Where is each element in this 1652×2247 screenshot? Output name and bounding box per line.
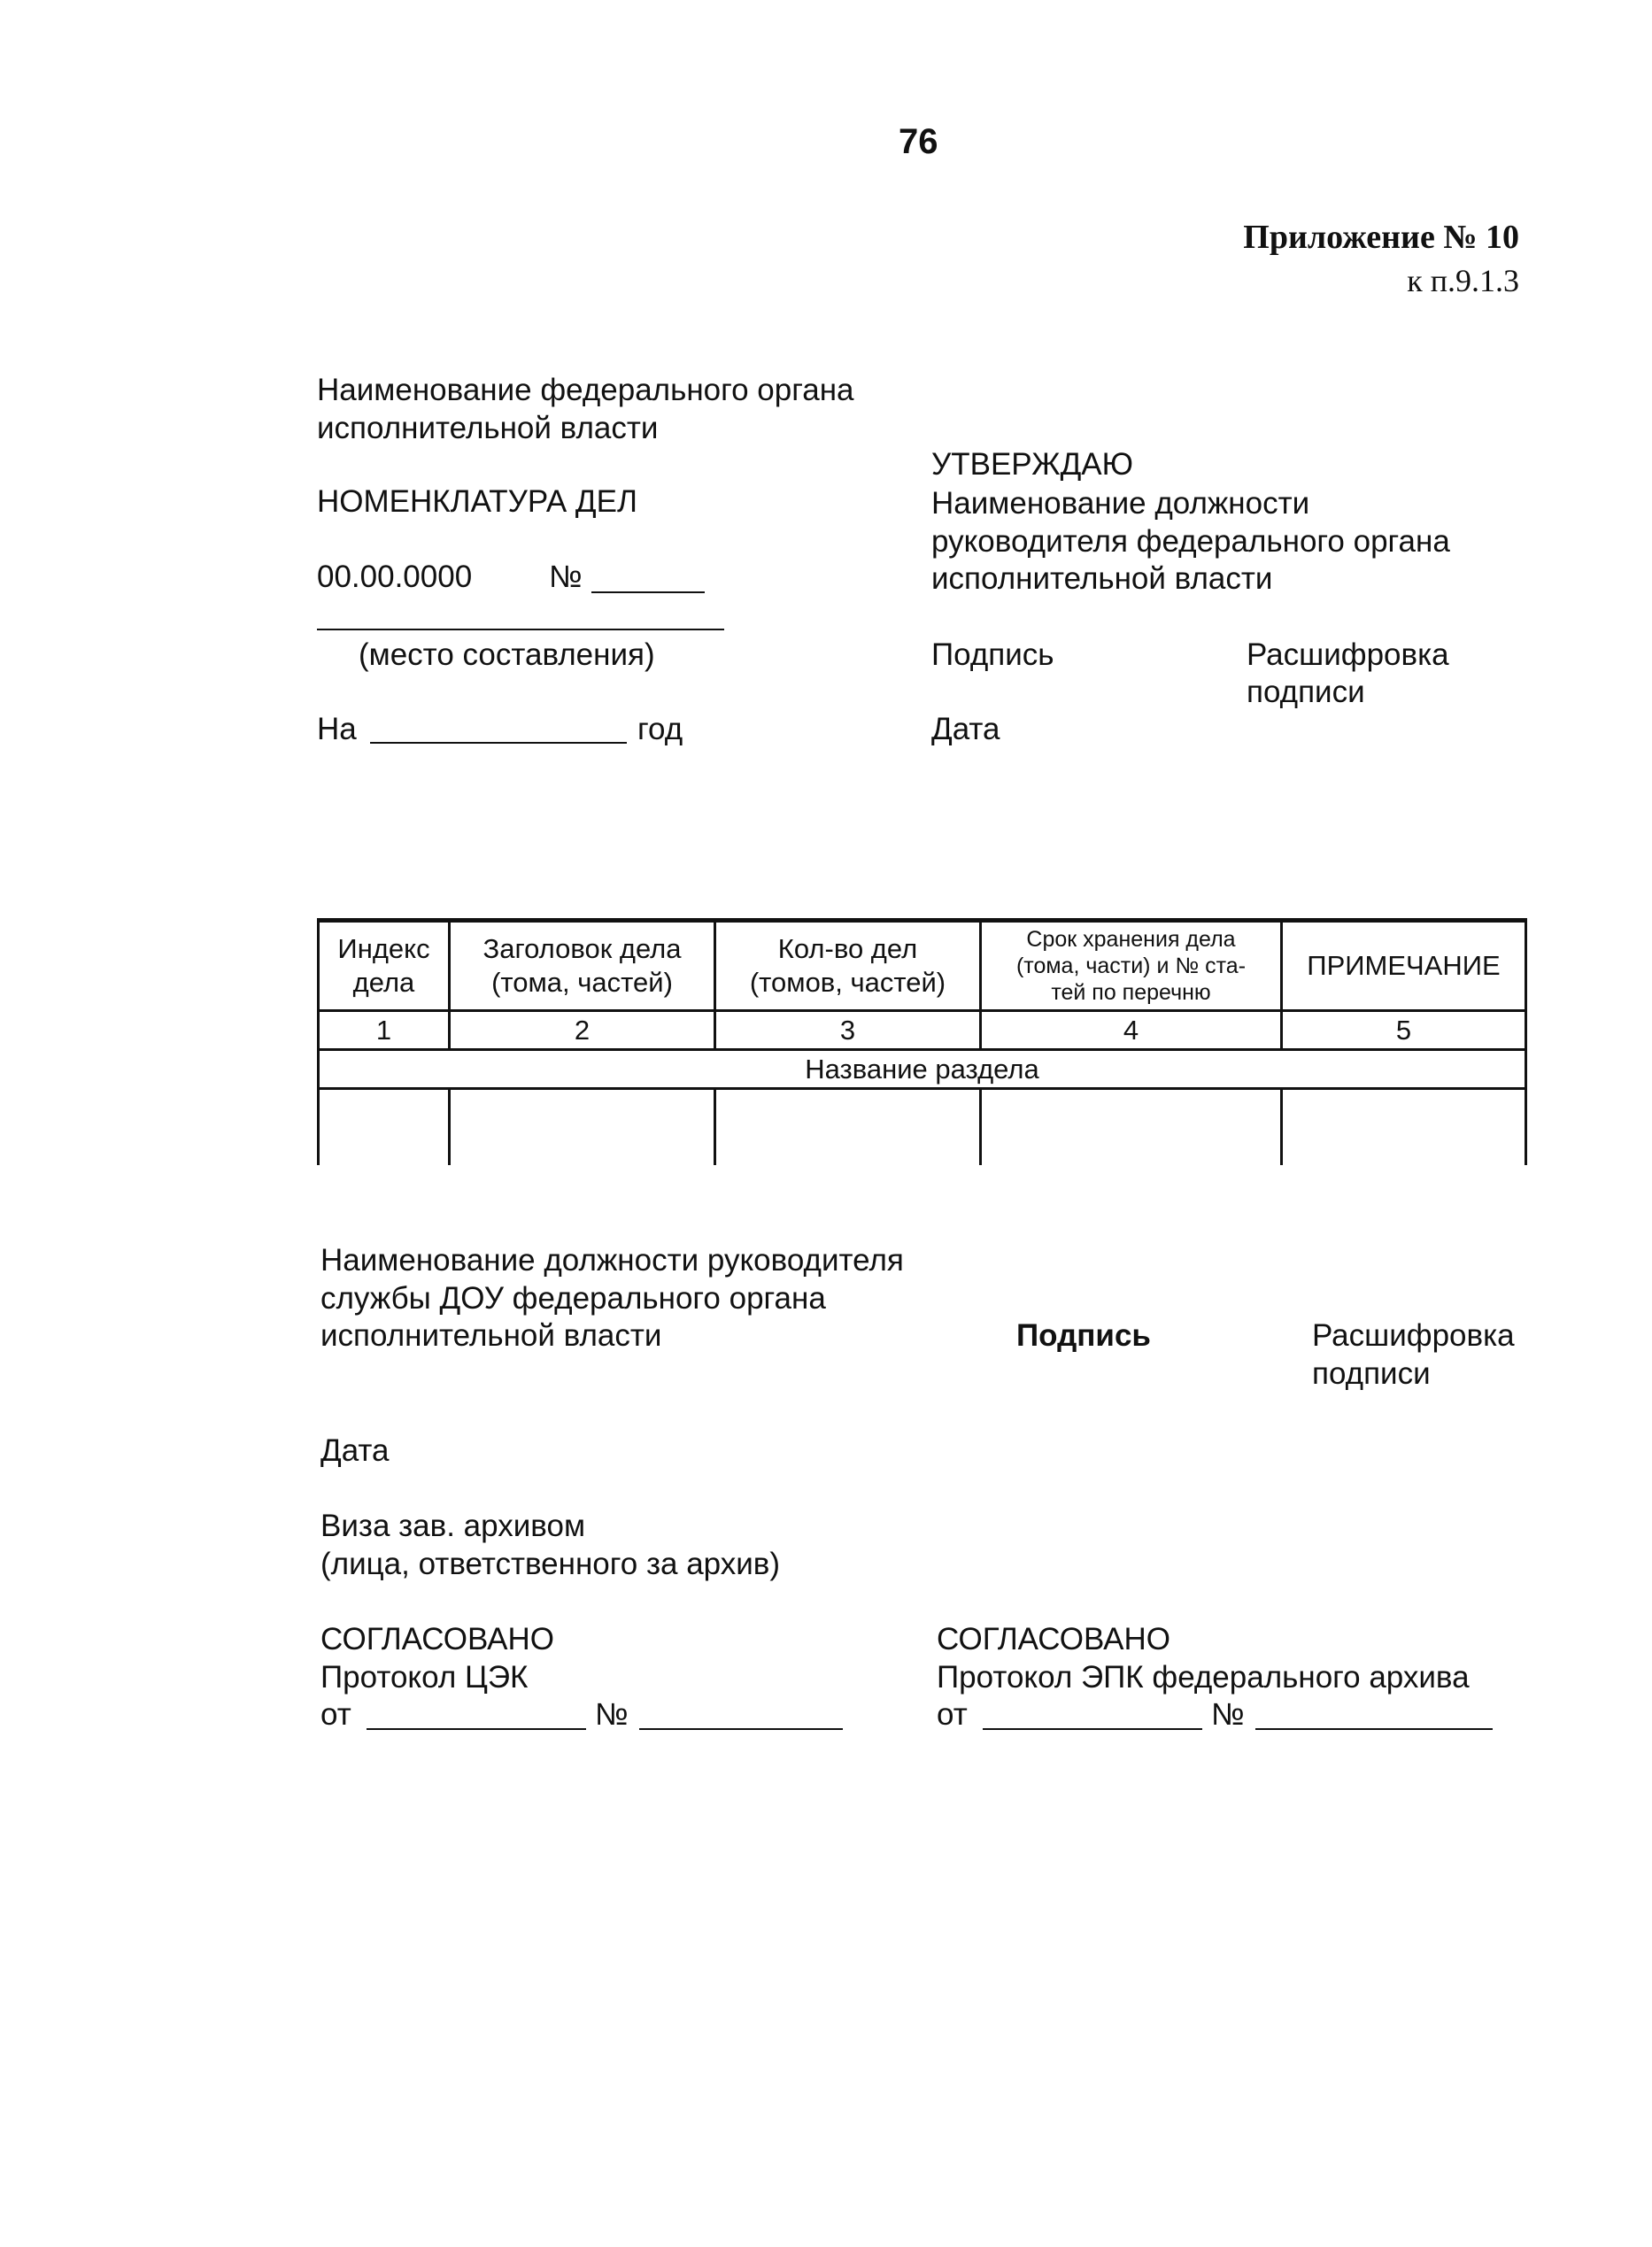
col-number-5: 5 [1282,1011,1526,1050]
nomenclature-date: 00.00.0000 [317,560,473,594]
head-service-line2: службы ДОУ федерального органа [320,1281,826,1316]
table-cell [450,1089,715,1165]
table-row [319,1089,1526,1165]
header-count-line1: Кол-во дел [777,933,918,964]
nomenclature-title: НОМЕНКЛАТУРА ДЕЛ [317,484,637,519]
header-index [319,921,450,1011]
head-service-line3: исполнительной власти [320,1318,662,1353]
header-index-line1: Индекс [337,933,430,964]
table-header-row [319,921,1526,1011]
head-service-signature: Подпись [1016,1318,1151,1353]
header-title-line1: Заголовок дела [482,933,682,964]
table-cell [1282,1089,1526,1165]
visa-line1: Виза зав. архивом [320,1509,586,1543]
head-service-line1: Наименование должности руководителя [320,1243,904,1278]
agreed-right-number-blank [1255,1728,1493,1730]
approve-line1: Наименование должности [931,486,1310,521]
head-service-decoding-line1: Расшифровка [1312,1318,1515,1353]
header-retention-line2: (тома, части) и № ста- [1015,954,1247,978]
nomenclature-table [317,918,1527,1165]
header-retention-line1: Срок хранения дела [1026,927,1236,952]
table-section-row [319,1050,1526,1089]
header-note [1282,921,1526,1011]
agreed-left-number-label: № [595,1697,629,1732]
agreed-right-heading: СОГЛАСОВАНО [937,1622,1171,1656]
col-number-3: 3 [715,1011,981,1050]
appendix-clause: к п.9.1.3 [1407,263,1519,298]
agreed-left-protocol: Протокол ЦЭК [320,1660,529,1695]
approve-decoding-line1: Расшифровка [1247,637,1449,672]
table-cell [981,1089,1282,1165]
org-name-line2: исполнительной власти [317,411,659,445]
approve-line3: исполнительной власти [931,561,1273,596]
place-caption: (место составления) [359,637,655,672]
agreed-left-from: от [320,1697,351,1732]
page-number: 76 [899,122,938,161]
nomenclature-number-blank [591,591,705,593]
header-retention [981,921,1282,1011]
visa-line2: (лица, ответственного за архив) [320,1547,781,1581]
head-service-date: Дата [320,1433,390,1468]
table-number-row [319,1011,1526,1050]
header-note-line1: ПРИМЕЧАНИЕ [1307,950,1501,981]
approve-date: Дата [931,712,1000,746]
approve-signature: Подпись [931,637,1054,672]
col-number-1: 1 [319,1011,450,1050]
year-suffix: год [637,712,683,746]
year-prefix: На [317,712,357,746]
nomenclature-number-label: № [549,560,583,594]
header-count-line2: (томов, частей) [749,967,946,998]
col-number-2: 2 [450,1011,715,1050]
table-cell [319,1089,450,1165]
year-blank [370,742,627,744]
header-index-line2: дела [352,967,415,998]
org-name-line1: Наименование федерального органа [317,373,854,407]
agreed-right-protocol: Протокол ЭПК федерального архива [937,1660,1470,1695]
agreed-right-from: от [937,1697,968,1732]
header-title-line2: (тома, частей) [491,967,673,998]
approve-heading: УТВЕРЖДАЮ [931,447,1133,482]
place-blank-line [317,629,724,630]
agreed-right-date-blank [983,1728,1202,1730]
agreed-right-number-label: № [1211,1697,1245,1732]
header-count [715,921,981,1011]
agreed-left-heading: СОГЛАСОВАНО [320,1622,555,1656]
head-service-decoding-line2: подписи [1312,1356,1431,1391]
approve-line2: руководителя федерального органа [931,524,1450,559]
section-title: Название раздела [319,1050,1526,1089]
agreed-left-number-blank [639,1728,843,1730]
agreed-left-date-blank [367,1728,586,1730]
approve-decoding-line2: подписи [1247,675,1365,709]
table-cell [715,1089,981,1165]
appendix-label: Приложение № 10 [1243,219,1519,256]
header-title [450,921,715,1011]
col-number-4: 4 [981,1011,1282,1050]
header-retention-line3: тей по перечню [1051,980,1211,1005]
